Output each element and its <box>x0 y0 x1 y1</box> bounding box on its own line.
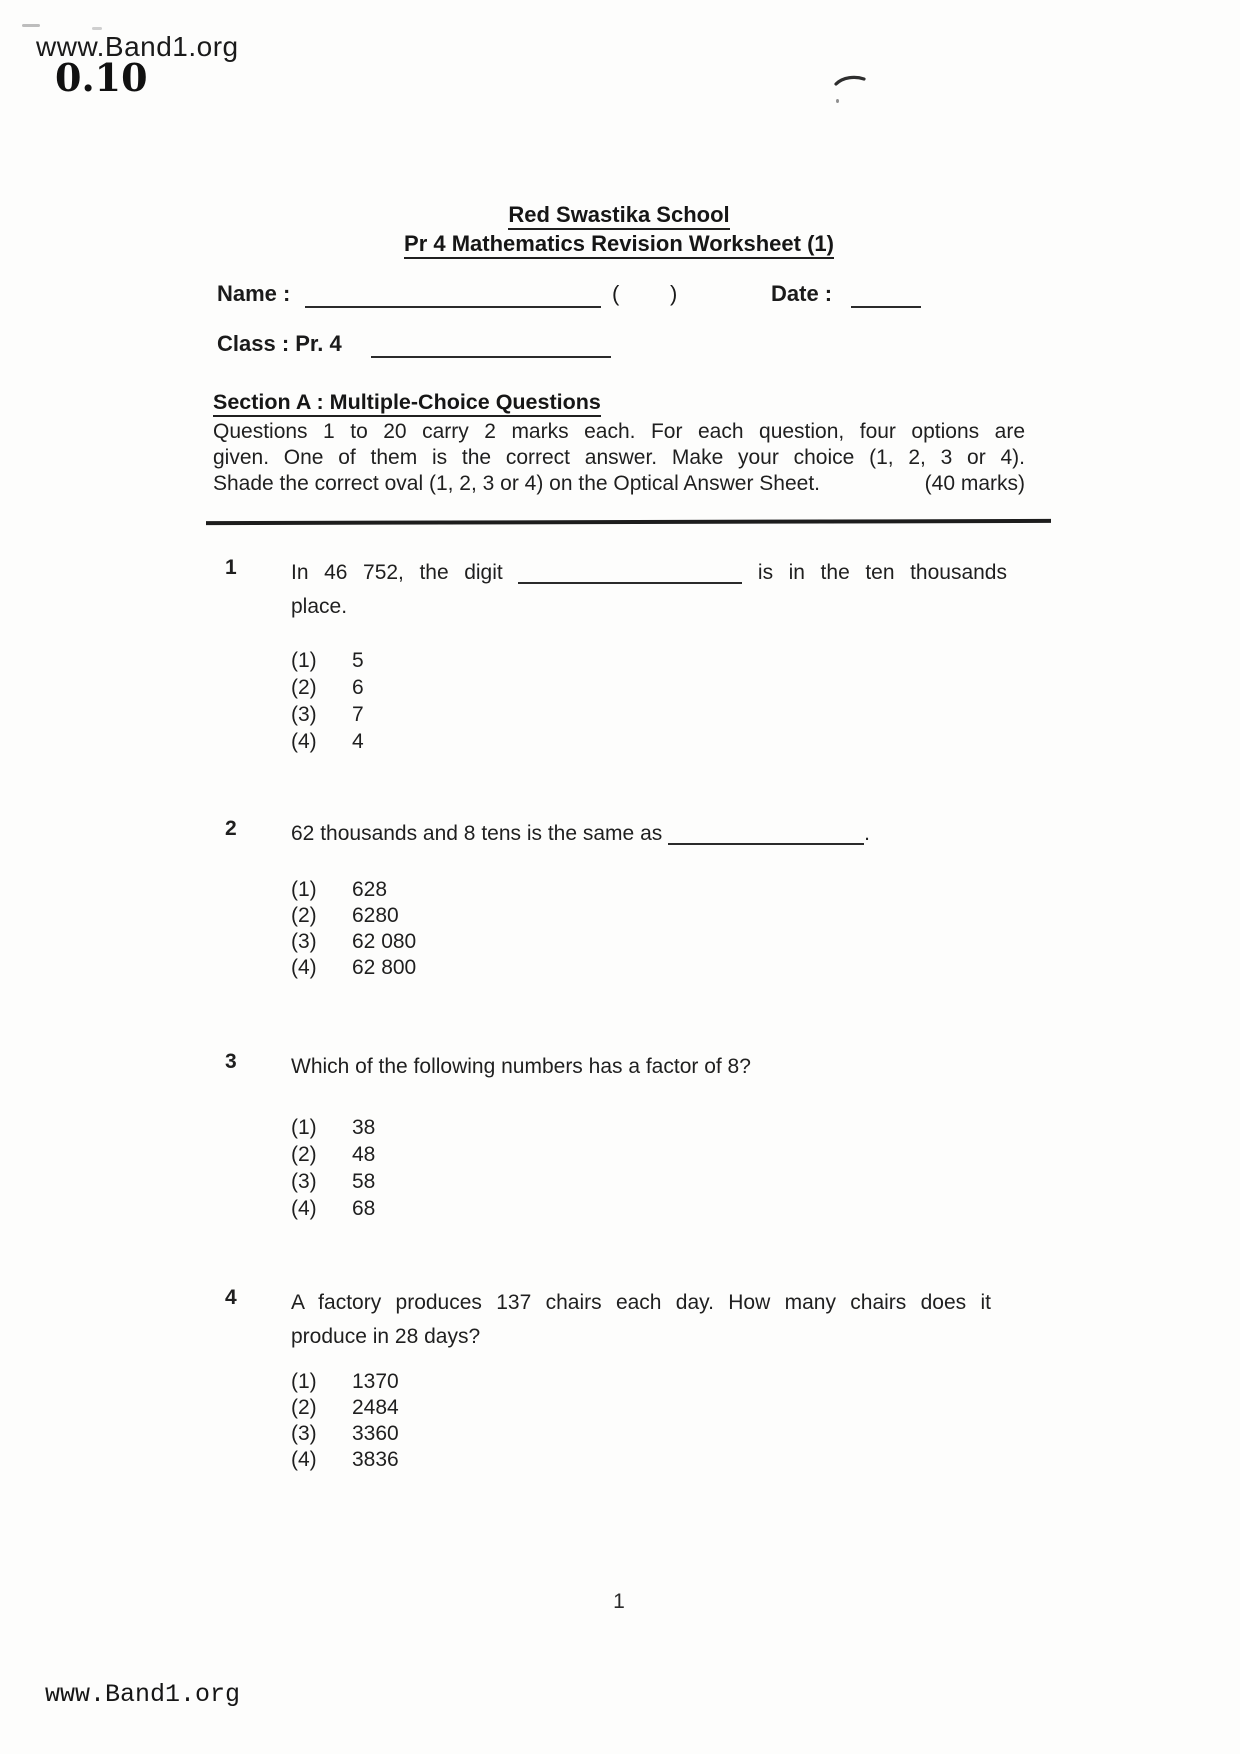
question-text-segment: . <box>864 822 870 845</box>
option-row <box>291 903 416 929</box>
date-label: Date : <box>771 281 833 306</box>
index-paren-open: ( <box>612 281 620 306</box>
question-number: 4 <box>225 1286 237 1309</box>
option-marker: (1) <box>291 878 317 901</box>
option-row <box>291 1168 375 1195</box>
scan-speck <box>92 27 102 30</box>
option-value: 62 080 <box>352 930 417 953</box>
class-label: Class : Pr. 4 <box>217 331 342 356</box>
options-list <box>291 1369 399 1473</box>
option-row <box>291 877 416 903</box>
option-value: 7 <box>352 703 364 726</box>
question-text-line: A factory produces 137 chairs each day. How many chairs does it <box>291 1291 991 1314</box>
option-row <box>291 1395 399 1421</box>
school-name: Red Swastika School <box>508 202 729 230</box>
option-value: 628 <box>352 878 388 901</box>
question-3 <box>225 1050 751 1220</box>
question-1 <box>225 556 1007 753</box>
option-row <box>291 1195 375 1222</box>
question-text-segment: is in the ten thousands <box>757 561 1007 584</box>
option-marker: (1) <box>291 1370 317 1393</box>
worksheet-title: Pr 4 Mathematics Revision Worksheet (1) <box>404 231 834 259</box>
name-blank <box>305 306 601 308</box>
instruction-line: given. One of them is the correct answer. Make your choice (1, 2, 3 or 4). <box>213 446 1025 469</box>
option-marker: (3) <box>291 1170 317 1193</box>
options-list <box>291 647 364 755</box>
option-value: 6280 <box>352 904 399 927</box>
options-list <box>291 877 416 981</box>
index-paren-close: ) <box>670 281 678 306</box>
option-value: 3360 <box>352 1422 399 1445</box>
option-marker: (3) <box>291 1422 317 1445</box>
question-number: 1 <box>225 556 237 579</box>
option-value: 1370 <box>352 1370 399 1393</box>
option-marker: (1) <box>291 649 317 672</box>
option-value: 5 <box>352 649 364 672</box>
option-value: 62 800 <box>352 956 417 979</box>
question-text: Which of the following numbers has a factor of 8? <box>291 1055 751 1078</box>
option-marker: (3) <box>291 703 317 726</box>
option-row <box>291 1447 399 1473</box>
option-row <box>291 1114 375 1141</box>
option-row <box>291 1141 375 1168</box>
options-list <box>291 1114 375 1222</box>
option-row <box>291 955 416 981</box>
pen-dot-mark <box>836 99 839 103</box>
section-divider <box>206 519 1051 525</box>
option-marker: (4) <box>291 1448 317 1471</box>
question-number: 2 <box>225 817 237 840</box>
question-text-line <box>291 556 1007 590</box>
question-text <box>291 817 870 851</box>
option-marker: (4) <box>291 730 317 753</box>
option-marker: (3) <box>291 930 317 953</box>
option-row <box>291 647 364 674</box>
class-blank <box>371 356 611 358</box>
question-4 <box>225 1286 991 1471</box>
section-heading-text: Section A : Multiple-Choice Questions <box>213 390 601 417</box>
answer-blank <box>668 842 864 845</box>
question-text-segment: In 46 752, the digit <box>291 561 503 584</box>
question-text-segment: 62 thousands and 8 tens is the same as <box>291 822 663 845</box>
question-text-line: produce in 28 days? <box>291 1325 481 1348</box>
option-marker: (4) <box>291 1197 317 1220</box>
option-value: 6 <box>352 676 364 699</box>
pen-mark-icon <box>833 72 867 88</box>
option-marker: (2) <box>291 1143 317 1166</box>
date-blank <box>851 306 921 308</box>
option-marker: (2) <box>291 676 317 699</box>
option-marker: (2) <box>291 1396 317 1419</box>
question-number: 3 <box>225 1050 237 1073</box>
instruction-line <box>213 471 1025 497</box>
watermark-bottom: www.Band1.org <box>45 1680 241 1709</box>
instruction-line: Questions 1 to 20 carry 2 marks each. For each question, four options are <box>213 420 1025 443</box>
option-marker: (1) <box>291 1116 317 1139</box>
question-2 <box>225 817 870 979</box>
option-row <box>291 701 364 728</box>
marks-note: (40 marks) <box>924 472 1025 495</box>
scan-speck <box>22 24 40 27</box>
watermark-top: www.Band1.org <box>36 31 239 62</box>
instruction-line-text: Shade the correct oval (1, 2, 3 or 4) on the Optical Answer Sheet. <box>213 472 821 495</box>
page-number: 1 <box>613 1590 625 1613</box>
question-text-line: place. <box>291 595 348 618</box>
option-value: 3836 <box>352 1448 399 1471</box>
option-row <box>291 674 364 701</box>
section-heading <box>213 390 601 415</box>
option-row <box>291 1421 399 1447</box>
answer-blank <box>518 581 742 584</box>
header <box>213 200 1025 258</box>
question-text <box>291 1286 991 1354</box>
section-instructions <box>213 419 1025 497</box>
doc-code: 0.10 <box>55 55 148 100</box>
option-value: 58 <box>352 1170 376 1193</box>
option-row <box>291 728 364 755</box>
option-value: 48 <box>352 1143 376 1166</box>
option-marker: (2) <box>291 904 317 927</box>
option-value: 2484 <box>352 1396 399 1419</box>
option-value: 4 <box>352 730 364 753</box>
option-row <box>291 1369 399 1395</box>
option-marker: (4) <box>291 956 317 979</box>
option-row <box>291 929 416 955</box>
option-value: 38 <box>352 1116 376 1139</box>
option-value: 68 <box>352 1197 376 1220</box>
name-label: Name : <box>217 281 291 306</box>
question-text <box>291 556 1007 624</box>
